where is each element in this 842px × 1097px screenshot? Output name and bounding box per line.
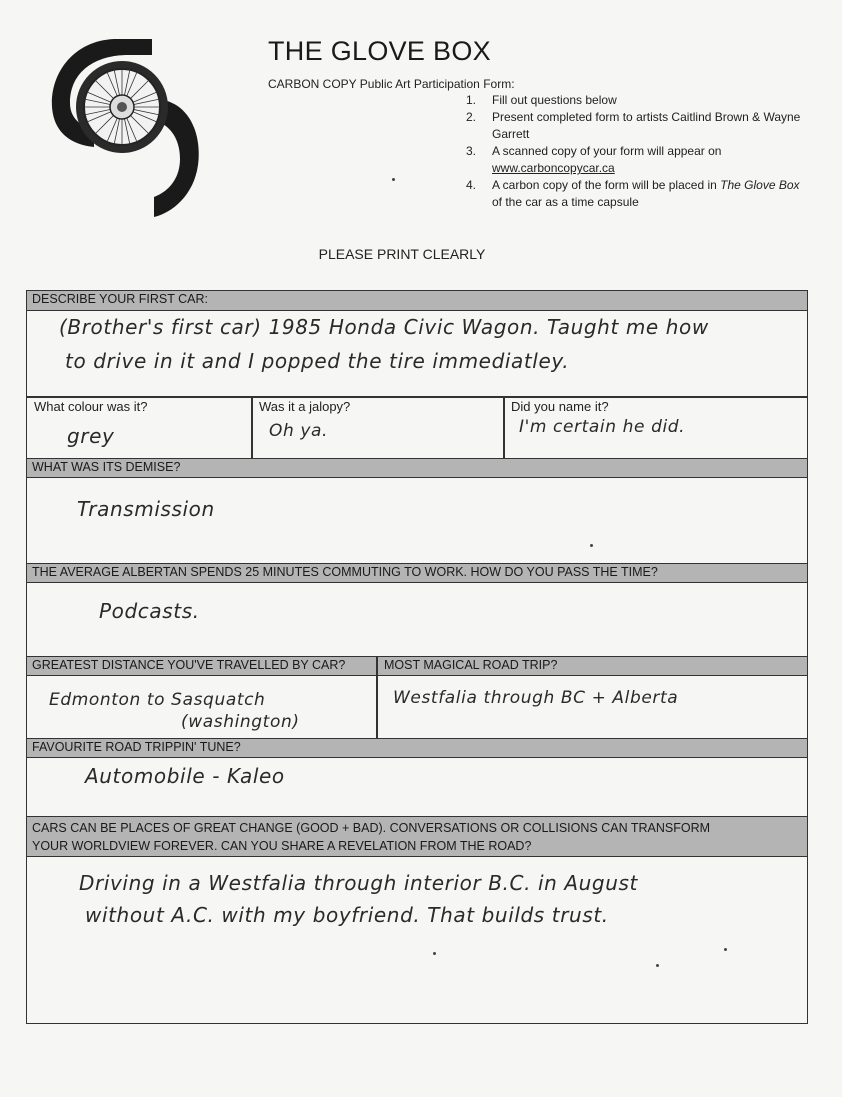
divider <box>376 656 378 738</box>
magical-answer[interactable]: Westfalia through BC + Alberta <box>393 688 679 708</box>
scan-speck <box>590 544 593 547</box>
divider <box>503 396 505 458</box>
instruction-list <box>466 92 806 211</box>
jalopy-answer[interactable]: Oh ya. <box>269 421 329 441</box>
divider <box>27 396 807 398</box>
scan-speck <box>433 952 436 955</box>
form-subtitle: CARBON COPY Public Art Participation Form: <box>268 77 515 91</box>
revelation-answer[interactable]: Driving in a Westfalia through interior B.C. in August <box>79 871 638 895</box>
road-trip-question-bar <box>27 656 807 676</box>
first-car-question: DESCRIBE YOUR FIRST CAR: <box>27 291 807 311</box>
tune-question: FAVOURITE ROAD TRIPPIN' TUNE? <box>27 738 807 758</box>
first-car-answer-continued[interactable]: to drive in it and I popped the tire immediatley. <box>65 349 570 373</box>
colour-question: What colour was it? <box>34 399 148 414</box>
scan-speck <box>724 948 727 951</box>
demise-question: WHAT WAS ITS DEMISE? <box>27 458 807 478</box>
scan-speck <box>392 178 395 181</box>
glove-box-logo <box>42 35 212 220</box>
instruction-step: 4. A carbon copy of the form will be placed in The Glove Box of the car as a time capsule <box>466 178 800 209</box>
scan-speck <box>656 964 659 967</box>
instruction-step: 3. A scanned copy of your form will appear on www.carboncopycar.ca <box>466 144 722 175</box>
distance-answer[interactable]: Edmonton to Sasquatch <box>49 690 266 710</box>
distance-question: GREATEST DISTANCE YOU'VE TRAVELLED BY CAR? <box>32 658 346 672</box>
colour-answer[interactable]: grey <box>67 424 115 448</box>
distance-answer-continued[interactable]: (washington) <box>181 712 300 732</box>
participation-form <box>26 290 808 1024</box>
named-answer[interactable]: I'm certain he did. <box>519 417 686 437</box>
named-question: Did you name it? <box>511 399 609 414</box>
tune-answer[interactable]: Automobile - Kaleo <box>85 764 285 788</box>
revelation-answer-continued[interactable]: without A.C. with my boyfriend. That builds trust. <box>85 903 609 927</box>
demise-answer[interactable]: Transmission <box>77 497 215 521</box>
divider <box>251 396 253 458</box>
print-clearly-note: PLEASE PRINT CLEARLY <box>318 246 486 262</box>
website-link[interactable]: www.carboncopycar.ca <box>492 161 615 175</box>
form-title: THE GLOVE BOX <box>268 36 491 66</box>
revelation-question: CARS CAN BE PLACES OF GREAT CHANGE (GOOD + BAD). CONVERSATIONS OR COLLISIONS CAN TRANSFORM YOUR WORLDVIEW FOREVER. CAN YOU SHARE A REVELATION FROM THE ROAD? <box>27 816 807 857</box>
jalopy-question: Was it a jalopy? <box>259 399 351 414</box>
magical-question: MOST MAGICAL ROAD TRIP? <box>384 658 558 672</box>
instruction-step: 1. Fill out questions below <box>466 93 617 107</box>
first-car-answer[interactable]: (Brother's first car) 1985 Honda Civic Wagon. Taught me how <box>59 315 709 339</box>
commute-question: THE AVERAGE ALBERTAN SPENDS 25 MINUTES COMMUTING TO WORK. HOW DO YOU PASS THE TIME? <box>27 563 807 583</box>
instruction-step: 2. Present completed form to artists Caitlind Brown & Wayne Garrett <box>466 110 801 141</box>
commute-answer[interactable]: Podcasts. <box>99 599 200 623</box>
